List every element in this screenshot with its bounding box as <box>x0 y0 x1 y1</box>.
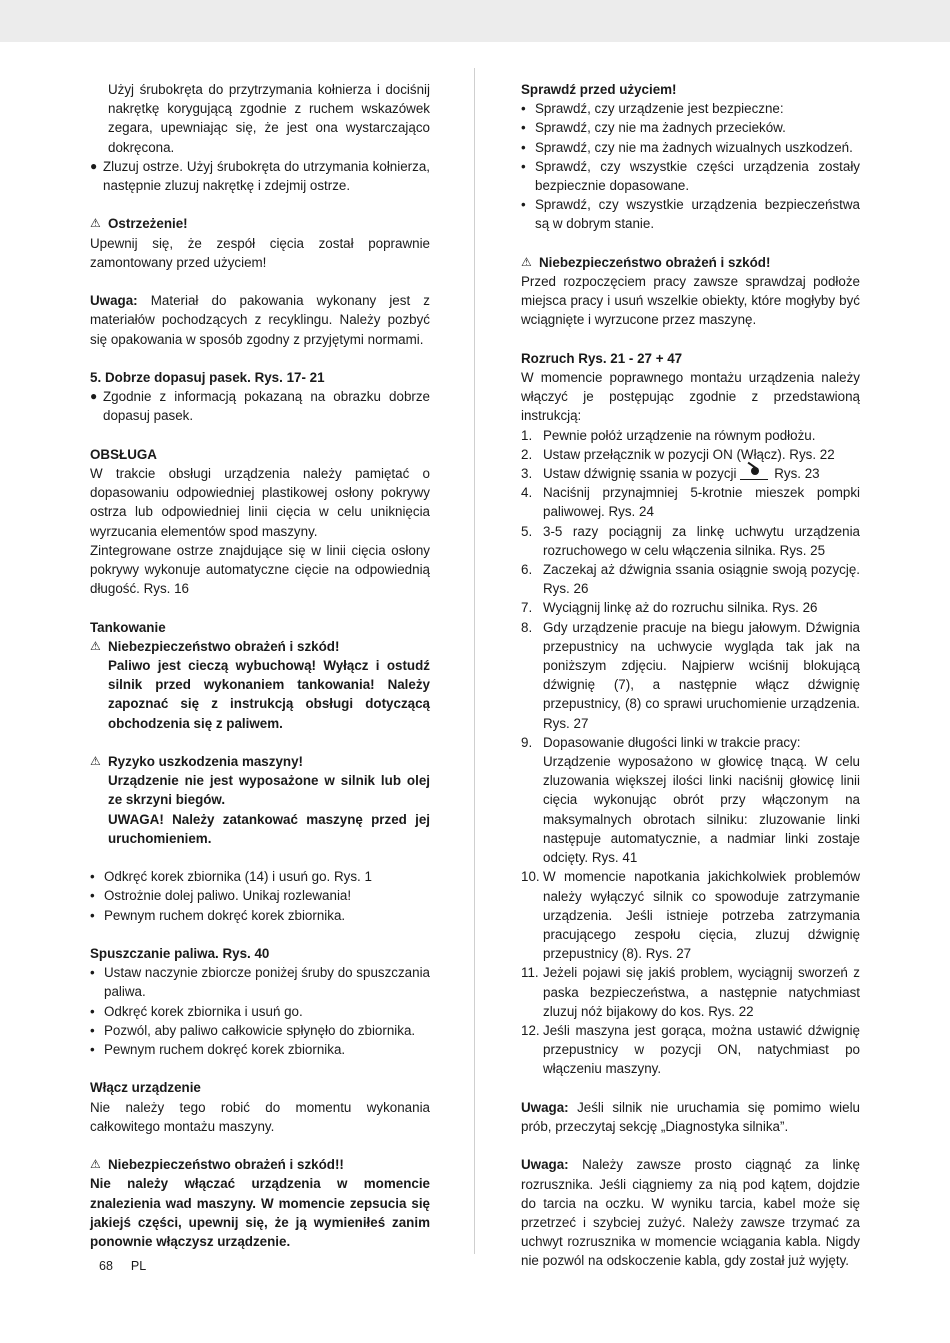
list-item: • Pozwól, aby paliwo całkowicie spłynęło do zbiornika. <box>90 1021 430 1040</box>
list-item: • Ustaw naczynie zbiorcze poniżej śruby do spuszczania paliwa. <box>90 963 430 1001</box>
bullet-icon: • <box>90 1042 95 1058</box>
list-item: ● Zgodnie z informacją pokazaną na obrazku dobrze dopasuj pasek. <box>90 387 430 425</box>
column-divider <box>474 68 475 1254</box>
top-bar <box>0 0 950 42</box>
warning-text: Paliwo jest cieczą wybuchową! Wyłącz i ostudź silnik przed wykonaniem tankowania! Należy zapoznać się z instrukcją obsługi dotyczącą obchodzenia się z paliwem. <box>108 658 430 731</box>
bullet-icon: • <box>90 965 95 981</box>
warning-text: UWAGA! Należy zatankować maszynę przed jej uruchomieniem. <box>108 811 430 846</box>
warning-heading: ⚠ Ryzyko uszkodzenia maszyny! <box>90 752 430 771</box>
bullet-icon: • <box>521 101 526 117</box>
warning-heading: ⚠ Niebezpieczeństwo obrażeń i szkód! <box>521 253 860 272</box>
warning-icon: ⚠ <box>90 1157 101 1172</box>
step-item: 3. Ustaw dźwignię ssania w pozycji Rys. 23 <box>521 466 820 482</box>
step-item: 6. Zaczekaj aż dźwignia ssania osiągnie swoją pozycję. Rys. 26 <box>521 562 860 597</box>
body-paragraph: Zintegrowane ostrze znajdujące się w linii cięcia osłony pokrywy wykonuje automatyczne cięcie na odpowiednią długość. Rys. 16 <box>90 542 430 597</box>
bullet-icon: • <box>521 197 526 213</box>
step-item: 11. Jeżeli pojawi się jakiś problem, wyciągnij sworzeń z paska bezpieczeństwa, a następnie natychmiast zluzuj nóż bijakowy do kos. Rys. 22 <box>521 965 860 1019</box>
warning-text: Upewnij się, że zespół cięcia został poprawnie zamontowany przed użyciem! <box>90 235 430 270</box>
bullet-icon: • <box>521 158 526 174</box>
list-item: • Sprawdź, czy wszystkie części urządzenia zostały bezpiecznie dopasowane. <box>521 157 860 195</box>
list-item: • Sprawdź, czy wszystkie urządzenia bezpieczeństwa są w dobrym stanie. <box>521 195 860 233</box>
choke-lever-icon <box>740 465 768 480</box>
left-column <box>90 80 430 1251</box>
step-item: 1. Pewnie połóż urządzenie na równym podłożu. <box>521 427 816 443</box>
step-item: 7. Wyciągnij linkę aż do rozruchu silnika. Rys. 26 <box>521 600 818 616</box>
section-heading: Rozruch Rys. 21 - 27 + 47 <box>521 350 683 366</box>
bullet-icon: • <box>90 888 95 904</box>
page-number: 68 <box>99 1259 113 1273</box>
step-item: 4. Naciśnij przynajmniej 5-krotnie mieszek pompki paliwowej. Rys. 24 <box>521 485 860 520</box>
step-item: 10. W momencie napotkania jakichkolwiek problemów należy wyłączyć silnik co spowoduje zatrzymanie urządzenia. Jeśli istnieje potrzeba zatrzymania pracującego zespołu cięcia, zluzuj dźwignię przepustnicy (8). Rys. 27 <box>521 869 860 962</box>
body-paragraph: W trakcie obsługi urządzenia należy pamiętać o dopasowaniu odpowiedniej plastikowej osłony pokrywy ostrza lub odpowiedniej linii cięcia w celu uniknięcia wyrzucania elementów spod maszyny. <box>90 466 430 539</box>
step-item: 2. Ustaw przełącznik w pozycji ON (Włącz). Rys. 22 <box>521 446 835 462</box>
page-footer <box>99 1257 164 1276</box>
list-item: • Ostrożnie dolej paliwo. Unikaj rozlewania! <box>90 886 430 905</box>
note-paragraph: Uwaga: Należy zawsze prosto ciągnąć za linkę rozrusznika. Jeśli ciągniemy za nią pod kątem, dojdzie do tarcia na oczku. W wyniku tarcia, kabel może się przetrzeć i szybciej zużyć. Należy zawsze trzymać za uchwyt rozrusznika w momencie wciągania kabla. Nigdy nie pozwól na odskoczenie kabla, gdy został już wyjęty. <box>521 1157 860 1269</box>
intro-paragraph: Użyj śrubokręta do przytrzymania kołnierza i dociśnij nakrętkę korygującą zgodnie z ruchem wskazówek zegara, upewniając się, że jest ona wystarczająco dokręcona. <box>108 82 430 155</box>
bullet-icon: • <box>90 869 95 885</box>
step-item: 9. Dopasowanie długości linki w trakcie pracy: Urządzenie wyposażono w głowicę tnącą. W celu zluzowania większej ilości linki naciśnij głowicę linii cięcia wykonując obrót przy włączonym na maksymalnych obrotach silniku: zluzowanie linki następuje automatycznie, a nadmiar linki zostaje odcięty. Rys. 41 <box>521 734 860 866</box>
list-item: • Pewnym ruchem dokręć korek zbiornika. <box>90 1040 430 1059</box>
list-item: • Sprawdź, czy urządzenie jest bezpieczne: <box>521 99 860 118</box>
warning-text: Urządzenie nie jest wyposażone w silnik lub olej ze skrzyni biegów. <box>108 773 430 808</box>
warning-icon: ⚠ <box>90 216 101 231</box>
section-heading: Włącz urządzenie <box>90 1080 201 1096</box>
step-item: 12. Jeśli maszyna jest gorąca, można ustawić dźwignię przepustnicy w pozycji ON, natychmiast po włączeniu maszyny. <box>521 1022 860 1077</box>
bullet-icon: • <box>521 120 526 136</box>
warning-icon: ⚠ <box>90 754 101 769</box>
step-item: 5. 3-5 razy pociągnij za linkę uchwytu urządzenia rozruchowego w celu włączenia silnika. Rys. 25 <box>521 523 860 558</box>
section-heading: Tankowanie <box>90 619 166 635</box>
section-heading: 5. Dobrze dopasuj pasek. Rys. 17- 21 <box>90 370 325 385</box>
language-code: PL <box>130 1259 147 1273</box>
bullet-icon: • <box>90 1003 95 1019</box>
list-item: • Sprawdź, czy nie ma żadnych wizualnych uszkodzeń. <box>521 138 860 157</box>
section-heading: Spuszczanie paliwa. Rys. 40 <box>90 946 270 962</box>
bullet-icon: • <box>90 1022 95 1038</box>
note-paragraph: Uwaga: Jeśli silnik nie uruchamia się pomimo wielu prób, przeczytaj sekcję „Diagnostyka silnika”. <box>521 1099 860 1134</box>
warning-text: Nie należy włączać urządzenia w momencie znalezienia wad maszyny. W momencie zepsucia się jakiejś części, upewnij się, że ją wymieniłeś zanim ponownie włączysz urządzenie. <box>90 1176 430 1250</box>
step-item: 8. Gdy urządzenie pracuje na biegu jałowym. Dźwignia przepustnicy na uchwycie wygląda tak jak na poniższym zdjęciu. Najpierw wciśnij blokującą dźwignię (7), a następnie włącz dźwignię przepustnicy, (8) co sprawi uruchomienie urządzenia. Rys. 27 <box>521 619 860 731</box>
body-paragraph: Nie należy tego robić do momentu wykonania całkowitego montażu maszyny. <box>90 1099 430 1134</box>
right-column <box>521 80 860 1271</box>
section-heading: Sprawdź przed użyciem! <box>521 82 677 97</box>
warning-icon: ⚠ <box>521 254 532 269</box>
section-heading: OBSŁUGA <box>90 446 157 462</box>
bullet-icon: ● <box>90 389 98 404</box>
list-item: • Sprawdź, czy nie ma żadnych przecieków. <box>521 118 860 137</box>
note-paragraph: Uwaga: Materiał do pakowania wykonany jest z materiałów pochodzących z recyklingu. Należy pozbyć się opakowania w sposób zgodny z przyjętymi normami. <box>90 293 430 347</box>
list-item: ● Zluzuj ostrze. Użyj śrubokręta do utrzymania kołnierza, następnie zluzuj nakrętkę i zdejmij ostrze. <box>90 157 430 195</box>
bullet-icon: • <box>90 907 95 923</box>
warning-icon: ⚠ <box>90 638 101 653</box>
warning-text: Przed rozpoczęciem pracy zawsze sprawdzaj podłoże miejsca pracy i usuń wszelkie obiekty, które mogłyby być wciągnięte i wyrzucone przez maszynę. <box>521 274 860 328</box>
bullet-icon: • <box>521 139 526 155</box>
list-item: • Odkręć korek zbiornika i usuń go. <box>90 1002 430 1021</box>
warning-heading: ⚠ Niebezpieczeństwo obrażeń i szkód! <box>90 637 430 656</box>
body-paragraph: W momencie poprawnego montażu urządzenia należy włączyć je postępując zgodnie z przedstawioną instrukcją: <box>521 370 860 424</box>
warning-heading: ⚠ Niebezpieczeństwo obrażeń i szkód!! <box>90 1155 430 1174</box>
list-item: • Pewnym ruchem dokręć korek zbiornika. <box>90 906 430 925</box>
bullet-icon: ● <box>90 158 98 173</box>
warning-heading: ⚠ Ostrzeżenie! <box>90 214 430 233</box>
list-item: • Odkręć korek zbiornika (14) i usuń go. Rys. 1 <box>90 867 430 886</box>
